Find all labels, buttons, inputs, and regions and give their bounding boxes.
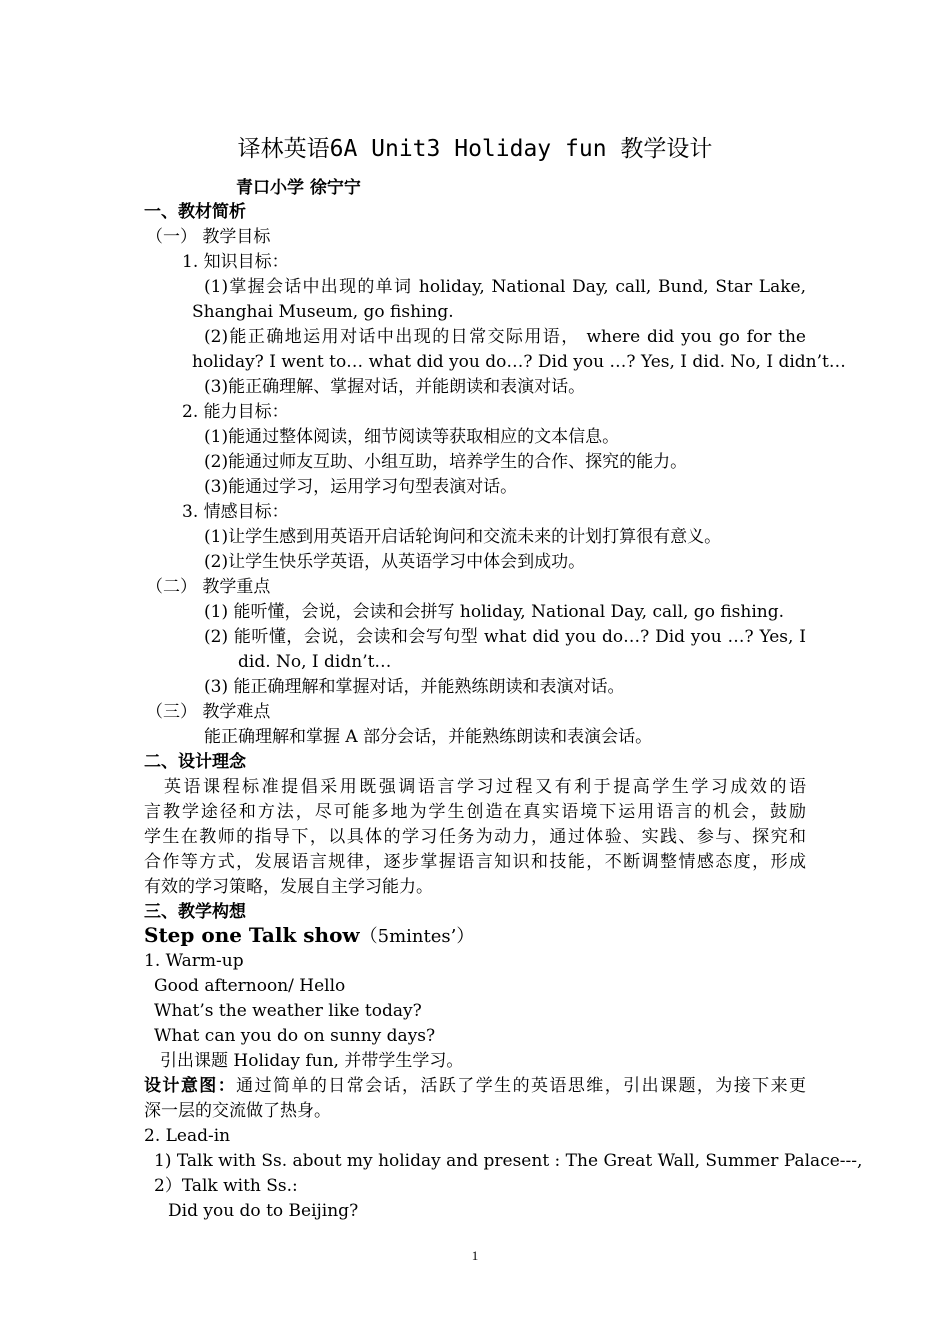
section-2-heading: 二、设计理念 <box>144 752 246 772</box>
design-intent-line-1 <box>144 1074 806 1098</box>
philosophy-line-5: 有效的学习策略，发展自主学习能力。 <box>144 877 433 897</box>
lead-in-heading: 2. Lead-in <box>144 1126 231 1146</box>
emotion-goal-2: (2)让学生快乐学英语，从英语学习中体会到成功。 <box>204 552 586 572</box>
key-point-2-line-2: did. No, I didn’t… <box>238 652 392 672</box>
key-point-2-line-1: (2) 能听懂，会说，会读和会写句型 what did you do…? Did you …? Yes, I <box>204 627 806 647</box>
knowledge-goal-2-line-2: holiday? I went to… what did you do…? Did you …? Yes, I did. No, I didn’t… <box>192 352 846 372</box>
knowledge-goal-1-line-1: (1)掌握会话中出现的单词 holiday, National Day, call, Bund, Star Lake, <box>204 277 806 297</box>
key-point-3: (3) 能正确理解和掌握对话，并能熟练朗读和表演对话。 <box>204 677 625 697</box>
ability-goal-3: (3)能通过学习，运用学习句型表演对话。 <box>204 477 518 497</box>
emotion-goals-heading: 3. 情感目标： <box>182 502 289 522</box>
warm-up-heading: 1. Warm-up <box>144 951 244 971</box>
philosophy-line-3: 学生在教师的指导下，以具体的学习任务为动力，通过体验、实践、参与、探究和 <box>144 827 806 847</box>
warm-up-line-4: 引出课题 Holiday fun, 并带学生学习。 <box>160 1051 464 1071</box>
knowledge-goal-1-line-2: Shanghai Museum, go fishing. <box>192 302 454 322</box>
knowledge-goal-2-line-1: (2)能正确地运用对话中出现的日常交际用语， where did you go for the <box>204 327 806 347</box>
step-one-heading <box>144 922 474 950</box>
subsection-objectives: （一） 教学目标 <box>146 227 271 247</box>
philosophy-line-2: 言教学途径和方法，尽可能多地为学生创造在真实语境下运用语言的机会，鼓励 <box>144 802 806 822</box>
philosophy-line-1: 英语课程标准提倡采用既强调语言学习过程又有利于提高学生学习成效的语 <box>164 777 806 797</box>
section-3-heading: 三、教学构想 <box>144 902 246 922</box>
ability-goal-1: (1)能通过整体阅读，细节阅读等获取相应的文本信息。 <box>204 427 620 447</box>
author-line: 青口小学 徐宁宁 <box>236 178 361 198</box>
step-one-title: Step one Talk show <box>144 923 360 947</box>
philosophy-line-4: 合作等方式，发展语言规律，逐步掌握语言知识和技能，不断调整情感态度，形成 <box>144 852 806 872</box>
ability-goal-2: (2)能通过师友互助、小组互助，培养学生的合作、探究的能力。 <box>204 452 688 472</box>
ability-goals-heading: 2. 能力目标： <box>182 402 289 422</box>
design-intent-line-2: 深一层的交流做了热身。 <box>144 1101 331 1121</box>
step-one-duration: （5mintes’） <box>359 926 475 947</box>
warm-up-line-3: What can you do on sunny days? <box>154 1026 436 1046</box>
subsection-difficulties: （三） 教学难点 <box>146 702 271 722</box>
warm-up-line-2: What’s the weather like today? <box>154 1001 422 1021</box>
warm-up-line-1: Good afternoon/ Hello <box>154 976 346 996</box>
lead-in-line-2: 2）Talk with Ss.: <box>154 1176 298 1196</box>
page-number: 1 <box>471 1248 479 1263</box>
design-intent-text: 通过简单的日常会话，活跃了学生的英语思维，引出课题，为接下来更 <box>236 1076 807 1096</box>
lead-in-line-3: Did you do to Beijing? <box>168 1201 359 1221</box>
key-point-1: (1) 能听懂，会说，会读和会拼写 holiday, National Day, call, go fishing. <box>204 602 785 622</box>
section-1-heading: 一、教材简析 <box>144 202 246 222</box>
knowledge-goals-heading: 1. 知识目标： <box>182 252 289 272</box>
design-intent-label: 设计意图： <box>144 1076 237 1096</box>
difficulty-1: 能正确理解和掌握 A 部分会话，并能熟练朗读和表演会话。 <box>204 727 653 747</box>
lead-in-line-1: 1) Talk with Ss. about my holiday and present : The Great Wall, Summer Palace---, <box>154 1151 863 1171</box>
document-title: 译林英语6A Unit3 Holiday fun 教学设计 <box>237 136 713 162</box>
knowledge-goal-3: (3)能正确理解、掌握对话，并能朗读和表演对话。 <box>204 377 586 397</box>
emotion-goal-1: (1)让学生感到用英语开启话轮询问和交流未来的计划打算很有意义。 <box>204 527 722 547</box>
subsection-key-points: （二） 教学重点 <box>146 577 271 597</box>
